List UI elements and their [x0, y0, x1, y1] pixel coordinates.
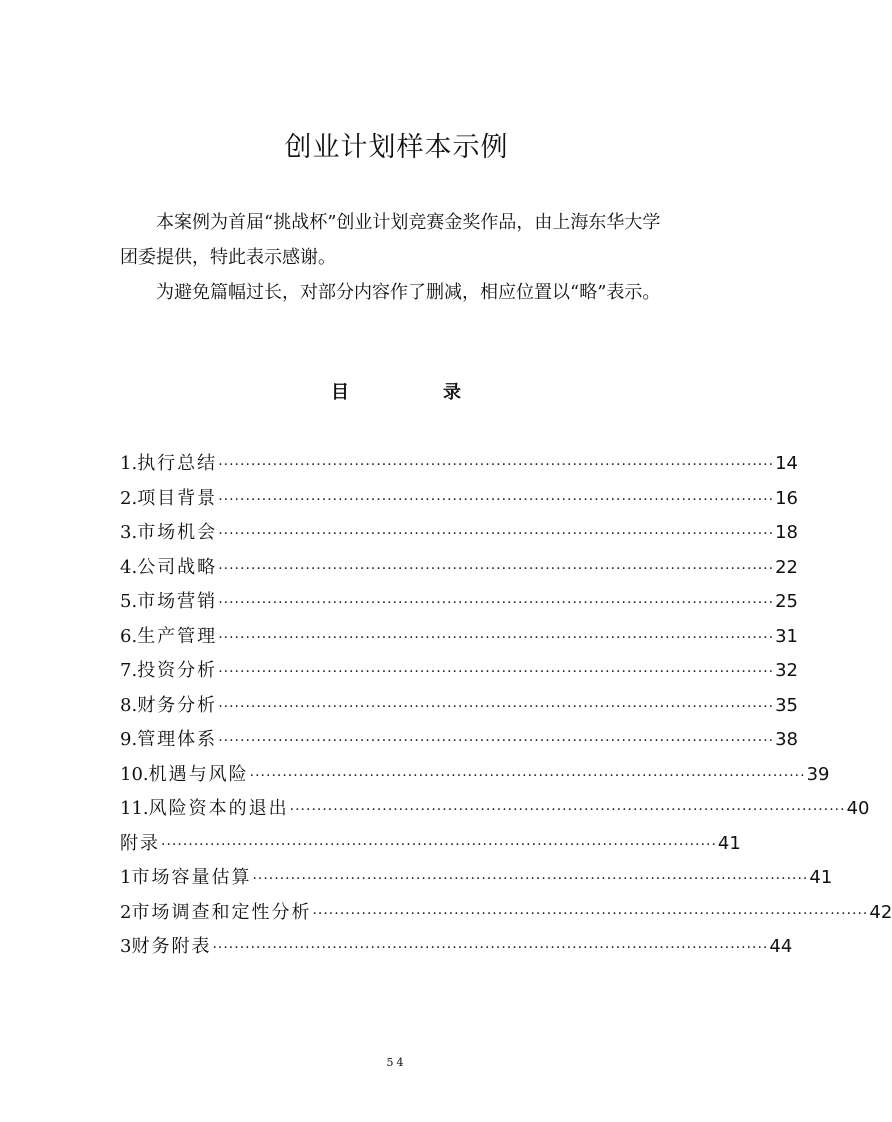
- toc-leader-dots: ······································································································: [218, 629, 775, 646]
- toc-entry[interactable]: [120, 827, 741, 862]
- toc-entry-number: 5.: [120, 591, 138, 612]
- toc-leader-dots: ······································································································: [161, 836, 717, 853]
- toc-entry-page: 41: [717, 832, 741, 854]
- toc-leader-dots: ······································································································: [312, 905, 869, 922]
- toc-entry[interactable]: [120, 689, 799, 724]
- toc-entry-page: 25: [775, 591, 799, 612]
- toc-leader-dots: ······································································································: [252, 871, 809, 887]
- toc-entry[interactable]: [120, 654, 799, 689]
- toc-entry[interactable]: [120, 551, 799, 586]
- toc-entry-number: 4.: [120, 556, 138, 578]
- toc-entry-page: 14: [775, 453, 799, 474]
- toc-entry-label: 风险资本的退出: [148, 798, 289, 819]
- toc-leader-dots: ······································································································: [218, 457, 775, 473]
- toc-entry-number: 11.: [120, 798, 149, 819]
- toc-entry-page: 40: [846, 798, 870, 819]
- toc-entry-page: 31: [775, 625, 799, 647]
- page-title: 创业计划样本示例: [284, 132, 509, 163]
- intro-paragraph: 本案例为首届“挑战杯”创业计划竞赛金奖作品，由上海东华大学团委提供，特此表示感谢。: [120, 212, 661, 268]
- toc-entry[interactable]: [120, 585, 799, 620]
- toc-leader-dots: ······································································································: [218, 560, 775, 577]
- toc-entry[interactable]: [120, 447, 799, 482]
- toc-entry-label: 财务分析: [137, 694, 218, 716]
- toc-entry-page: 32: [775, 660, 799, 681]
- toc-heading: [0, 378, 793, 410]
- toc-entry-page: 22: [775, 556, 799, 578]
- toc-entry-label: 投资分析: [137, 660, 218, 681]
- toc-entry-number: 3: [120, 936, 132, 957]
- toc-entry-label: 市场机会: [137, 522, 218, 543]
- toc-leader-dots: ······································································································: [218, 664, 775, 680]
- toc-entry-label: 生产管理: [137, 625, 218, 647]
- toc-heading-part: 录: [443, 382, 461, 403]
- toc-entry-page: 44: [769, 936, 793, 957]
- toc-leader-dots: ······································································································: [218, 491, 775, 508]
- toc-entry-number: 6.: [120, 625, 138, 647]
- toc-entry[interactable]: [120, 482, 799, 517]
- toc-entry-label: 财务附表: [131, 936, 212, 957]
- toc-entry-page: 42: [869, 901, 892, 923]
- toc-entry-number: 3.: [120, 522, 138, 543]
- toc-entry-label: 公司战略: [137, 556, 218, 578]
- toc-entry-label: 市场营销: [137, 591, 218, 612]
- toc-entry-number: 10.: [120, 763, 149, 785]
- toc-entry-page: 18: [775, 522, 799, 543]
- toc-entry-number: 2: [120, 901, 132, 923]
- intro-text: [120, 205, 676, 310]
- toc-entry-page: 16: [775, 487, 799, 509]
- toc-entry[interactable]: [120, 896, 892, 931]
- toc-leader-dots: ······································································································: [218, 698, 775, 715]
- toc-entry-label: 机遇与风险: [148, 763, 249, 785]
- toc-entry-page: 38: [775, 729, 799, 750]
- toc-entry[interactable]: [120, 516, 799, 551]
- toc-entry-number: 9.: [120, 729, 138, 750]
- toc-entry-number: 8.: [120, 694, 138, 716]
- table-of-contents: [120, 447, 892, 965]
- toc-entry-number: 2.: [120, 487, 138, 509]
- toc-entry-number: 7.: [120, 660, 138, 681]
- toc-leader-dots: ······································································································: [218, 526, 775, 542]
- toc-entry[interactable]: [120, 723, 799, 758]
- toc-entry-label: 附录: [120, 832, 160, 854]
- toc-entry[interactable]: [120, 930, 793, 965]
- toc-entry-page: 35: [775, 694, 799, 716]
- toc-entry[interactable]: [120, 620, 799, 655]
- toc-entry-number: 1: [120, 867, 132, 888]
- toc-leader-dots: ······································································································: [289, 802, 846, 818]
- toc-heading-part: 目: [331, 382, 349, 403]
- toc-entry-number: 1.: [120, 453, 138, 474]
- page-number: 54: [386, 1056, 407, 1069]
- toc-entry-label: 市场容量估算: [131, 867, 252, 888]
- toc-entry-label: 执行总结: [137, 453, 218, 474]
- toc-entry-page: 41: [809, 867, 833, 888]
- toc-leader-dots: ······································································································: [218, 595, 775, 611]
- toc-entry-label: 管理体系: [137, 729, 218, 750]
- toc-entry-page: 39: [806, 763, 830, 785]
- toc-leader-dots: ······································································································: [218, 733, 775, 749]
- toc-leader-dots: ······································································································: [249, 767, 806, 784]
- intro-paragraph: 为避免篇幅过长，对部分内容作了删减，相应位置以“略”表示。: [156, 282, 661, 303]
- toc-entry[interactable]: [120, 758, 830, 793]
- toc-entry[interactable]: [120, 861, 833, 896]
- toc-entry-label: 项目背景: [137, 487, 218, 509]
- toc-entry-label: 市场调查和定性分析: [131, 901, 312, 923]
- toc-leader-dots: ······································································································: [212, 940, 769, 956]
- toc-entry[interactable]: [120, 792, 870, 827]
